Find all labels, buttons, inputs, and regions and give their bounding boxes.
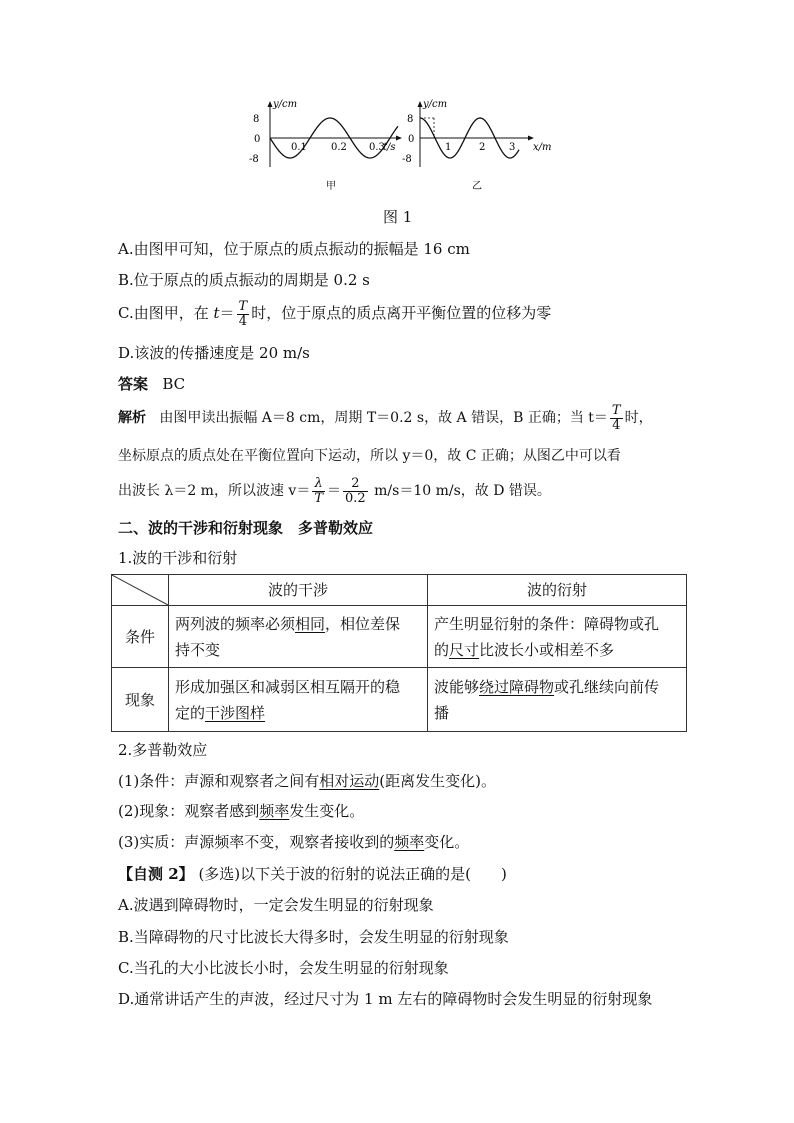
figure-caption: 图 1	[383, 208, 413, 226]
table-cell-diffraction-phenomenon	[428, 668, 687, 732]
cell-underline: 绕过障碍物	[479, 677, 555, 696]
subsection-2: 2.多普勒效应	[118, 741, 208, 759]
underline: 频率	[259, 802, 290, 820]
cell-text: 形成加强区和减弱区相互隔开的稳	[175, 677, 401, 696]
option-c-eq: ＝	[219, 304, 235, 322]
answer-value: BC	[162, 375, 186, 393]
left-y-arrow	[268, 101, 273, 107]
analysis-f3-num: 2	[343, 477, 368, 492]
cell-text: 的	[434, 640, 450, 659]
table-row-head-phenomenon: 现象	[112, 668, 169, 732]
quiz-text: (多选)以下关于波的衍射的说法正确的是( )	[198, 865, 507, 883]
table-cell-interference-phenomenon	[169, 668, 428, 732]
option-c-pre: C.由图甲，在	[118, 304, 214, 322]
underline: 相对运动	[319, 772, 380, 790]
text: 发生变化。	[289, 802, 365, 820]
text: 变化。	[424, 833, 470, 851]
left-ytick-8: 8	[253, 114, 260, 125]
doppler-item-3	[118, 832, 469, 852]
cell-text: 产生明显衍射的条件：障碍物或孔	[434, 614, 660, 633]
cell-text: 播	[434, 703, 450, 722]
right-xtick-1: 1	[445, 142, 452, 153]
subsection-1: 1.波的干涉和衍射	[118, 549, 238, 567]
cell-text: 定的	[175, 703, 206, 722]
left-ylabel: y/cm	[273, 99, 298, 110]
quiz-option-b: B.当障碍物的尺寸比波长大得多时，会发生明显的衍射现象	[118, 928, 509, 946]
left-xtick-1: 0.1	[291, 142, 307, 153]
option-c	[118, 298, 551, 329]
section-heading: 二、波的干涉和衍射现象 多普勒效应	[118, 519, 374, 537]
cell-underline: 尺寸	[449, 640, 480, 659]
table-row-head-condition: 条件	[112, 606, 169, 668]
cell-text: 波能够	[434, 677, 480, 696]
cell-text: ，相位差保	[325, 614, 401, 633]
cell-underline: 干涉图样	[205, 703, 266, 722]
cell-underline: 相同	[295, 614, 326, 633]
analysis-line-1	[118, 402, 653, 434]
right-x-arrow	[528, 136, 534, 141]
analysis-line-3	[118, 467, 551, 515]
quiz-option-c: C.当孔的大小比波长小时，会发生明显的衍射现象	[118, 959, 449, 977]
table-header-diffraction: 波的衍射	[428, 575, 687, 606]
right-xtick-3: 3	[509, 142, 516, 153]
right-ylabel: y/cm	[423, 99, 448, 110]
cell-text: 或孔继续向前传	[554, 677, 660, 696]
analysis-f2-den: T	[314, 490, 323, 506]
cell-text: 持不变	[175, 640, 221, 659]
left-ytick-neg8: -8	[249, 154, 259, 165]
analysis-text-1b: 时，	[624, 410, 653, 426]
option-c-den: 4	[238, 313, 247, 329]
right-ytick-8: 8	[407, 114, 414, 125]
chart-right-graph	[402, 99, 552, 167]
left-xlabel: t/s	[383, 142, 396, 153]
table-header-interference: 波的干涉	[169, 575, 428, 606]
left-xtick-2: 0.2	[331, 142, 347, 153]
wave-figure	[240, 95, 560, 195]
quiz-label: 【自测 2】	[118, 865, 194, 883]
option-b: B.位于原点的质点振动的周期是 0.2 s	[118, 271, 370, 289]
table-cell-diffraction-condition	[428, 606, 687, 668]
analysis-f1-den: 4	[612, 417, 621, 433]
diagonal-line	[112, 575, 168, 605]
text: (距离发生变化)。	[379, 772, 496, 790]
option-d: D.该波的传播速度是 20 m/s	[118, 344, 310, 362]
right-xtick-2: 2	[479, 142, 486, 153]
left-xtick-3: 0.3	[369, 142, 385, 153]
analysis-f3-den: 0.2	[345, 490, 366, 506]
quiz-option-a: A.波遇到障碍物时，一定会发生明显的衍射现象	[118, 896, 434, 914]
analysis-f2-num: λ	[312, 477, 325, 492]
answer-label: 答案	[118, 375, 149, 393]
left-chart-label: 甲	[326, 181, 336, 192]
table-corner-cell	[112, 575, 169, 606]
analysis-text-3b: m/s＝10 m/s，故 D 错误。	[369, 483, 551, 499]
analysis-label: 解析	[118, 410, 146, 426]
table-cell-interference-condition	[169, 606, 428, 668]
analysis-line-2: 坐标原点的质点处在平衡位置向下运动，所以 y＝0，故 C 正确；从图乙中可以看	[118, 448, 621, 464]
right-ytick-neg8: -8	[402, 154, 412, 165]
right-y-arrow	[418, 101, 423, 107]
text: (3)实质：声源频率不变，观察者接收到的	[118, 833, 395, 851]
answer-line	[118, 374, 185, 394]
quiz-option-d: D.通常讲话产生的声波，经过尺寸为 1 m 左右的障碍物时会发生明显的衍射现象	[118, 990, 653, 1008]
analysis-text-1: 由图甲读出振幅 A＝8 cm，周期 T＝0.2 s，故 A 错误，B 正确；当 t＝	[159, 410, 608, 426]
option-c-fraction	[237, 300, 250, 329]
left-ytick-0: 0	[254, 134, 261, 145]
right-xlabel: x/m	[533, 142, 552, 153]
doppler-item-2	[118, 801, 364, 821]
analysis-fraction-2	[312, 477, 325, 506]
analysis-eq: ＝	[327, 483, 341, 499]
analysis-f1-num: T	[611, 402, 621, 418]
analysis-text-3a: 出波长 λ＝2 m，所以波速 v＝	[118, 483, 311, 499]
option-a: A.由图甲可知，位于原点的质点振动的振幅是 16 cm	[118, 240, 470, 258]
analysis-fraction-3	[343, 477, 368, 506]
option-c-num: T	[238, 298, 248, 314]
analysis-fraction-1	[610, 404, 623, 433]
quiz-question	[118, 864, 507, 884]
right-ytick-0: 0	[408, 134, 415, 145]
text: (1)条件：声源和观察者之间有	[118, 772, 320, 790]
text: (2)现象：观察者感到	[118, 802, 260, 820]
interference-diffraction-table	[111, 574, 687, 732]
right-chart-label: 乙	[472, 181, 482, 192]
left-x-arrow	[396, 136, 402, 141]
cell-text: 两列波的频率必须	[175, 614, 296, 633]
doppler-item-1	[118, 771, 496, 791]
option-c-post: 时，位于原点的质点离开平衡位置的位移为零	[251, 304, 552, 322]
chart-left-graph	[249, 99, 402, 167]
cell-text: 比波长小或相差不多	[479, 640, 615, 659]
underline: 频率	[394, 833, 425, 851]
option-c-var: t	[213, 304, 220, 322]
